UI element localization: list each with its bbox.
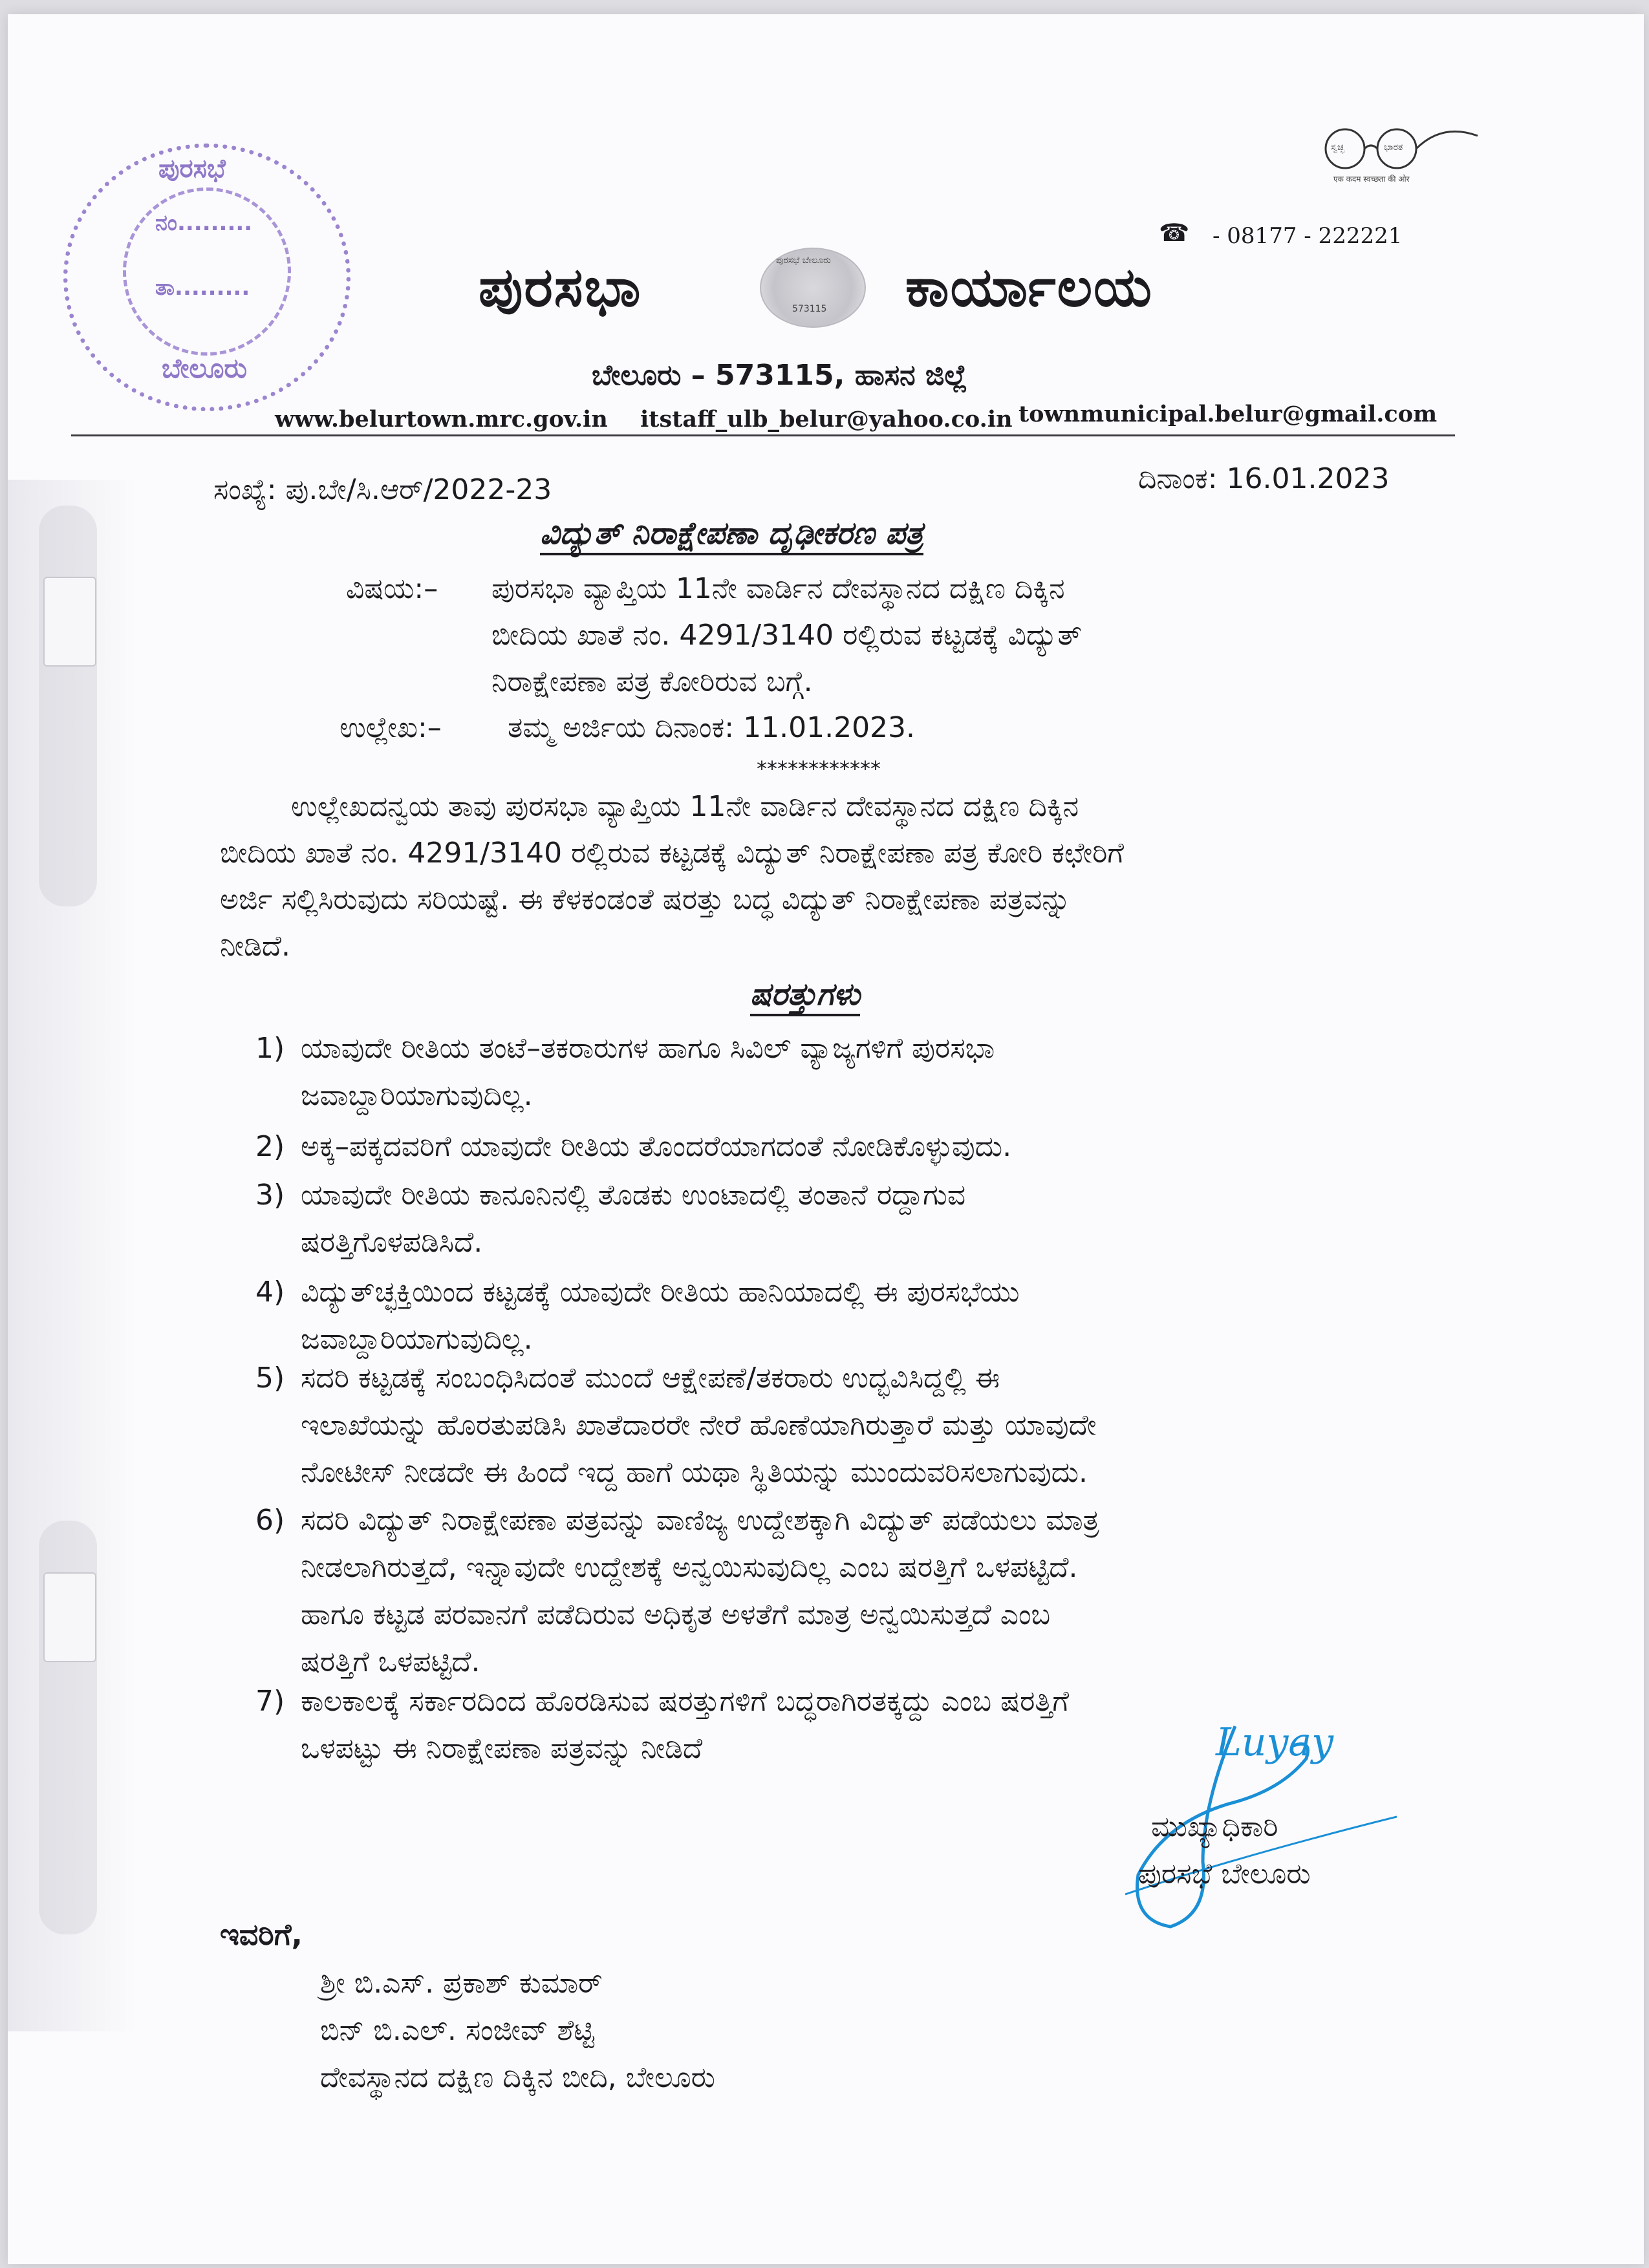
stamp-text-top: ಪುರಸಭೆ	[158, 154, 226, 184]
office-title-left: ಪುರಸಭಾ	[479, 255, 642, 319]
phone-number: - 08177 - 222221	[1212, 223, 1403, 249]
condition-3-line-2: ಷರತ್ತಿಗೊಳಪಡಿಸಿದೆ.	[301, 1226, 483, 1259]
swachh-tagline: एक कदम स्वच्छता की ओर	[1333, 175, 1410, 184]
condition-5-line-1: ಸದರಿ ಕಟ್ಟಡಕ್ಕೆ ಸಂಬಂಧಿಸಿದಂತೆ ಮುಂದೆ ಆಕ್ಷೇಪಣೆ/ತಕರಾರು ಉದ್ಭವಿಸಿದ್ದಲ್ಲಿ ಈ	[301, 1362, 1000, 1395]
reference-number: ಸಂಖ್ಯೆ: ಪು.ಬೇ/ಸಿ.ಆರ್/2022-23	[213, 473, 552, 506]
condition-1-line-2: ಜವಾಬ್ದಾರಿಯಾಗುವುದಿಲ್ಲ.	[301, 1079, 533, 1112]
condition-2-line-1: ಅಕ್ಕ–ಪಕ್ಕದವರಿಗೆ ಯಾವುದೇ ರೀತಿಯ ತೊಂದರೆಯಾಗದಂತೆ ನೋಡಿಕೊಳ್ಳುವುದು.	[301, 1130, 1012, 1163]
document-title	[540, 515, 923, 552]
email-link-1[interactable]: itstaff_ulb_belur@yahoo.co.in	[640, 406, 1013, 433]
reference-text: ತಮ್ಮ ಅರ್ಜಿಯ ದಿನಾಂಕ: 11.01.2023.	[508, 711, 916, 744]
seal-text-bottom: 573115	[792, 304, 827, 314]
subject-line-3: ನಿರಾಕ್ಷೇಪಣಾ ಪತ್ರ ಕೋರಿರುವ ಬಗ್ಗೆ.	[491, 665, 813, 698]
website-link[interactable]: www.belurtown.mrc.gov.in	[275, 406, 608, 433]
document-date: ದಿನಾಂಕ: 16.01.2023	[1138, 462, 1390, 495]
binder-rod-top	[39, 506, 97, 906]
telephone-icon: ☎	[1159, 219, 1190, 247]
condition-1-line-1: ಯಾವುದೇ ರೀತಿಯ ತಂಟೆ–ತಕರಾರುಗಳ ಹಾಗೂ ಸಿವಿಲ್ ವ್ಯಾಜ್ಯಗಳಿಗೆ ಪುರಸಭಾ	[301, 1032, 995, 1065]
subject-line-1: ಪುರಸಭಾ ವ್ಯಾಪ್ತಿಯ 11ನೇ ವಾರ್ಡಿನ ದೇವಸ್ಥಾನದ ದಕ್ಷಿಣ ದಿಕ್ಕಿನ	[491, 572, 1065, 605]
office-address: ಬೇಲೂರು – 573115, ಹಾಸನ ಜಿಲ್ಲೆ	[592, 359, 967, 392]
swachh-logo-right: ಭಾರತ	[1384, 142, 1403, 153]
subject-label: ವಿಷಯ:–	[346, 572, 438, 605]
condition-6-line-2: ನೀಡಲಾಗಿರುತ್ತದೆ, ಇನ್ನಾವುದೇ ಉದ್ದೇಶಕ್ಕೆ ಅನ್ವಯಿಸುವುದಿಲ್ಲ ಎಂಬ ಷರತ್ತಿಗೆ ಒಳಪಟ್ಟಿದೆ.	[301, 1551, 1078, 1584]
conditions-heading-text: ಷರತ್ತುಗಳು	[750, 976, 860, 1016]
swachh-logo-left: ಸ್ವಚ್ಛ	[1331, 142, 1344, 153]
reference-label: ಉಲ್ಲೇಖ:–	[339, 711, 442, 744]
condition-7-line-2: ಒಳಪಟ್ಟು ಈ ನಿರಾಕ್ಷೇಪಣಾ ಪತ್ರವನ್ನು ನೀಡಿದೆ	[301, 1732, 703, 1765]
separator-stars: ************	[757, 756, 881, 781]
signatory-title: ಮುಖ್ಯಾಧಿಕಾರಿ	[1151, 1810, 1278, 1843]
recipient-label: ಇವರಿಗೆ,	[220, 1917, 303, 1952]
body-line-3: ಅರ್ಜಿ ಸಲ್ಲಿಸಿರುವುದು ಸರಿಯಷ್ಟೆ. ಈ ಕೆಳಕಂಡಂತೆ ಷರತ್ತು ಬದ್ಧ ವಿದ್ಯುತ್ ನಿರಾಕ್ಷೇಪಣಾ ಪತ್ರವನ್ನು	[220, 883, 1071, 916]
condition-4-line-2: ಜವಾಬ್ದಾರಿಯಾಗುವುದಿಲ್ಲ.	[301, 1323, 533, 1356]
swachh-bharat-logo	[1313, 123, 1481, 200]
document-title-text: ವಿದ್ಯುತ್ ನಿರಾಕ್ಷೇಪಣಾ ದೃಢೀಕರಣ ಪತ್ರ	[540, 515, 923, 555]
condition-6-line-3: ಹಾಗೂ ಕಟ್ಟಡ ಪರವಾನಗೆ ಪಡೆದಿರುವ ಅಧಿಕೃತ ಅಳತೆಗೆ ಮಾತ್ರ ಅನ್ವಯಿಸುತ್ತದೆ ಎಂಬ	[301, 1598, 1051, 1631]
stamp-text-bottom: ಬೇಲೂರು	[162, 352, 248, 384]
condition-3-number: 3)	[255, 1179, 285, 1212]
recipient-line-1: ಶ್ರೀ ಬಿ.ಎಸ್. ಪ್ರಕಾಶ್ ಕುಮಾರ್	[320, 1967, 603, 2000]
conditions-heading	[750, 976, 860, 1013]
condition-4-line-1: ವಿದ್ಯುತ್‌ಚ್ಛಕ್ತಿಯಿಂದ ಕಟ್ಟಡಕ್ಕೆ ಯಾವುದೇ ರೀತಿಯ ಹಾನಿಯಾದಲ್ಲಿ ಈ ಪುರಸಭೆಯು	[301, 1276, 1020, 1309]
email-link-2[interactable]: townmunicipal.belur@gmail.com	[1018, 401, 1438, 427]
seal-text-top: ಪುರಸಭೆ ಬೇಲೂರು	[776, 255, 831, 266]
condition-6-number: 6)	[255, 1504, 285, 1537]
recipient-line-2: ಬಿನ್ ಬಿ.ಎಲ್. ಸಂಜೀವ್ ಶೆಟ್ಟಿ	[320, 2014, 595, 2047]
recipient-line-3: ದೇವಸ್ಥಾನದ ದಕ್ಷಿಣ ದಿಕ್ಕಿನ ಬೀದಿ, ಬೇಲೂರು	[320, 2061, 715, 2094]
body-line-2: ಬೀದಿಯ ಖಾತೆ ನಂ. 4291/3140 ರಲ್ಲಿರುವ ಕಟ್ಟಡಕ್ಕೆ ವಿದ್ಯುತ್ ನಿರಾಕ್ಷೇಪಣಾ ಪತ್ರ ಕೋರಿ ಕಛೇರಿಗೆ	[220, 837, 1124, 870]
stamp-line-1: ನಂ.........	[155, 210, 253, 236]
binder-clip-top	[43, 577, 96, 667]
stamp-line-2: ತಾ.........	[155, 275, 250, 301]
signature-word: Luyay	[1216, 1720, 1334, 1765]
condition-2-number: 2)	[255, 1130, 285, 1163]
condition-6-line-1: ಸದರಿ ವಿದ್ಯುತ್ ನಿರಾಕ್ಷೇಪಣಾ ಪತ್ರವನ್ನು ವಾಣಿಜ್ಯ ಉದ್ದೇಶಕ್ಕಾಗಿ ವಿದ್ಯುತ್ ಪಡೆಯಲು ಮಾತ್ರ	[301, 1504, 1099, 1537]
condition-1-number: 1)	[255, 1032, 285, 1065]
office-title-right: ಕಾರ್ಯಾಲಯ	[905, 255, 1153, 319]
condition-5-line-2: ಇಲಾಖೆಯನ್ನು ಹೊರತುಪಡಿಸಿ ಖಾತೆದಾರರೇ ನೇರೆ ಹೊಣೆಯಾಗಿರುತ್ತಾರೆ ಮತ್ತು ಯಾವುದೇ	[301, 1409, 1097, 1442]
condition-7-line-1: ಕಾಲಕಾಲಕ್ಕೆ ಸರ್ಕಾರದಿಂದ ಹೊರಡಿಸುವ ಷರತ್ತುಗಳಿಗೆ ಬದ್ಧರಾಗಿರತಕ್ಕದ್ದು ಎಂಬ ಷರತ್ತಿಗೆ	[301, 1685, 1069, 1718]
header-divider	[71, 434, 1455, 436]
condition-3-line-1: ಯಾವುದೇ ರೀತಿಯ ಕಾನೂನಿನಲ್ಲಿ ತೊಡಕು ಉಂಟಾದಲ್ಲಿ ತಂತಾನೆ ರದ್ದಾಗುವ	[301, 1179, 966, 1212]
body-line-1: ಉಲ್ಲೇಖದನ್ವಯ ತಾವು ಪುರಸಭಾ ವ್ಯಾಪ್ತಿಯ 11ನೇ ವಾರ್ಡಿನ ದೇವಸ್ಥಾನದ ದಕ್ಷಿಣ ದಿಕ್ಕಿನ	[291, 790, 1079, 823]
condition-4-number: 4)	[255, 1276, 285, 1309]
subject-line-2: ಬೀದಿಯ ಖಾತೆ ನಂ. 4291/3140 ರಲ್ಲಿರುವ ಕಟ್ಟಡಕ್ಕೆ ವಿದ್ಯುತ್	[491, 619, 1083, 652]
condition-6-line-4: ಷರತ್ತಿಗೆ ಒಳಪಟ್ಟಿದೆ.	[301, 1645, 480, 1678]
body-line-4: ನೀಡಿದೆ.	[220, 930, 291, 963]
spectacles-icon	[1313, 123, 1481, 200]
condition-5-line-3: ನೋಟೀಸ್ ನೀಡದೇ ಈ ಹಿಂದೆ ಇದ್ದ ಹಾಗೆ ಯಥಾ ಸ್ಥಿತಿಯನ್ನು ಮುಂದುವರಿಸಲಾಗುವುದು.	[301, 1456, 1088, 1489]
binder-clip-bottom	[43, 1572, 96, 1662]
signatory-office: ಪುರಸಭೆ ಬೇಲೂರು	[1138, 1857, 1311, 1890]
condition-7-number: 7)	[255, 1685, 285, 1718]
condition-5-number: 5)	[255, 1362, 285, 1395]
